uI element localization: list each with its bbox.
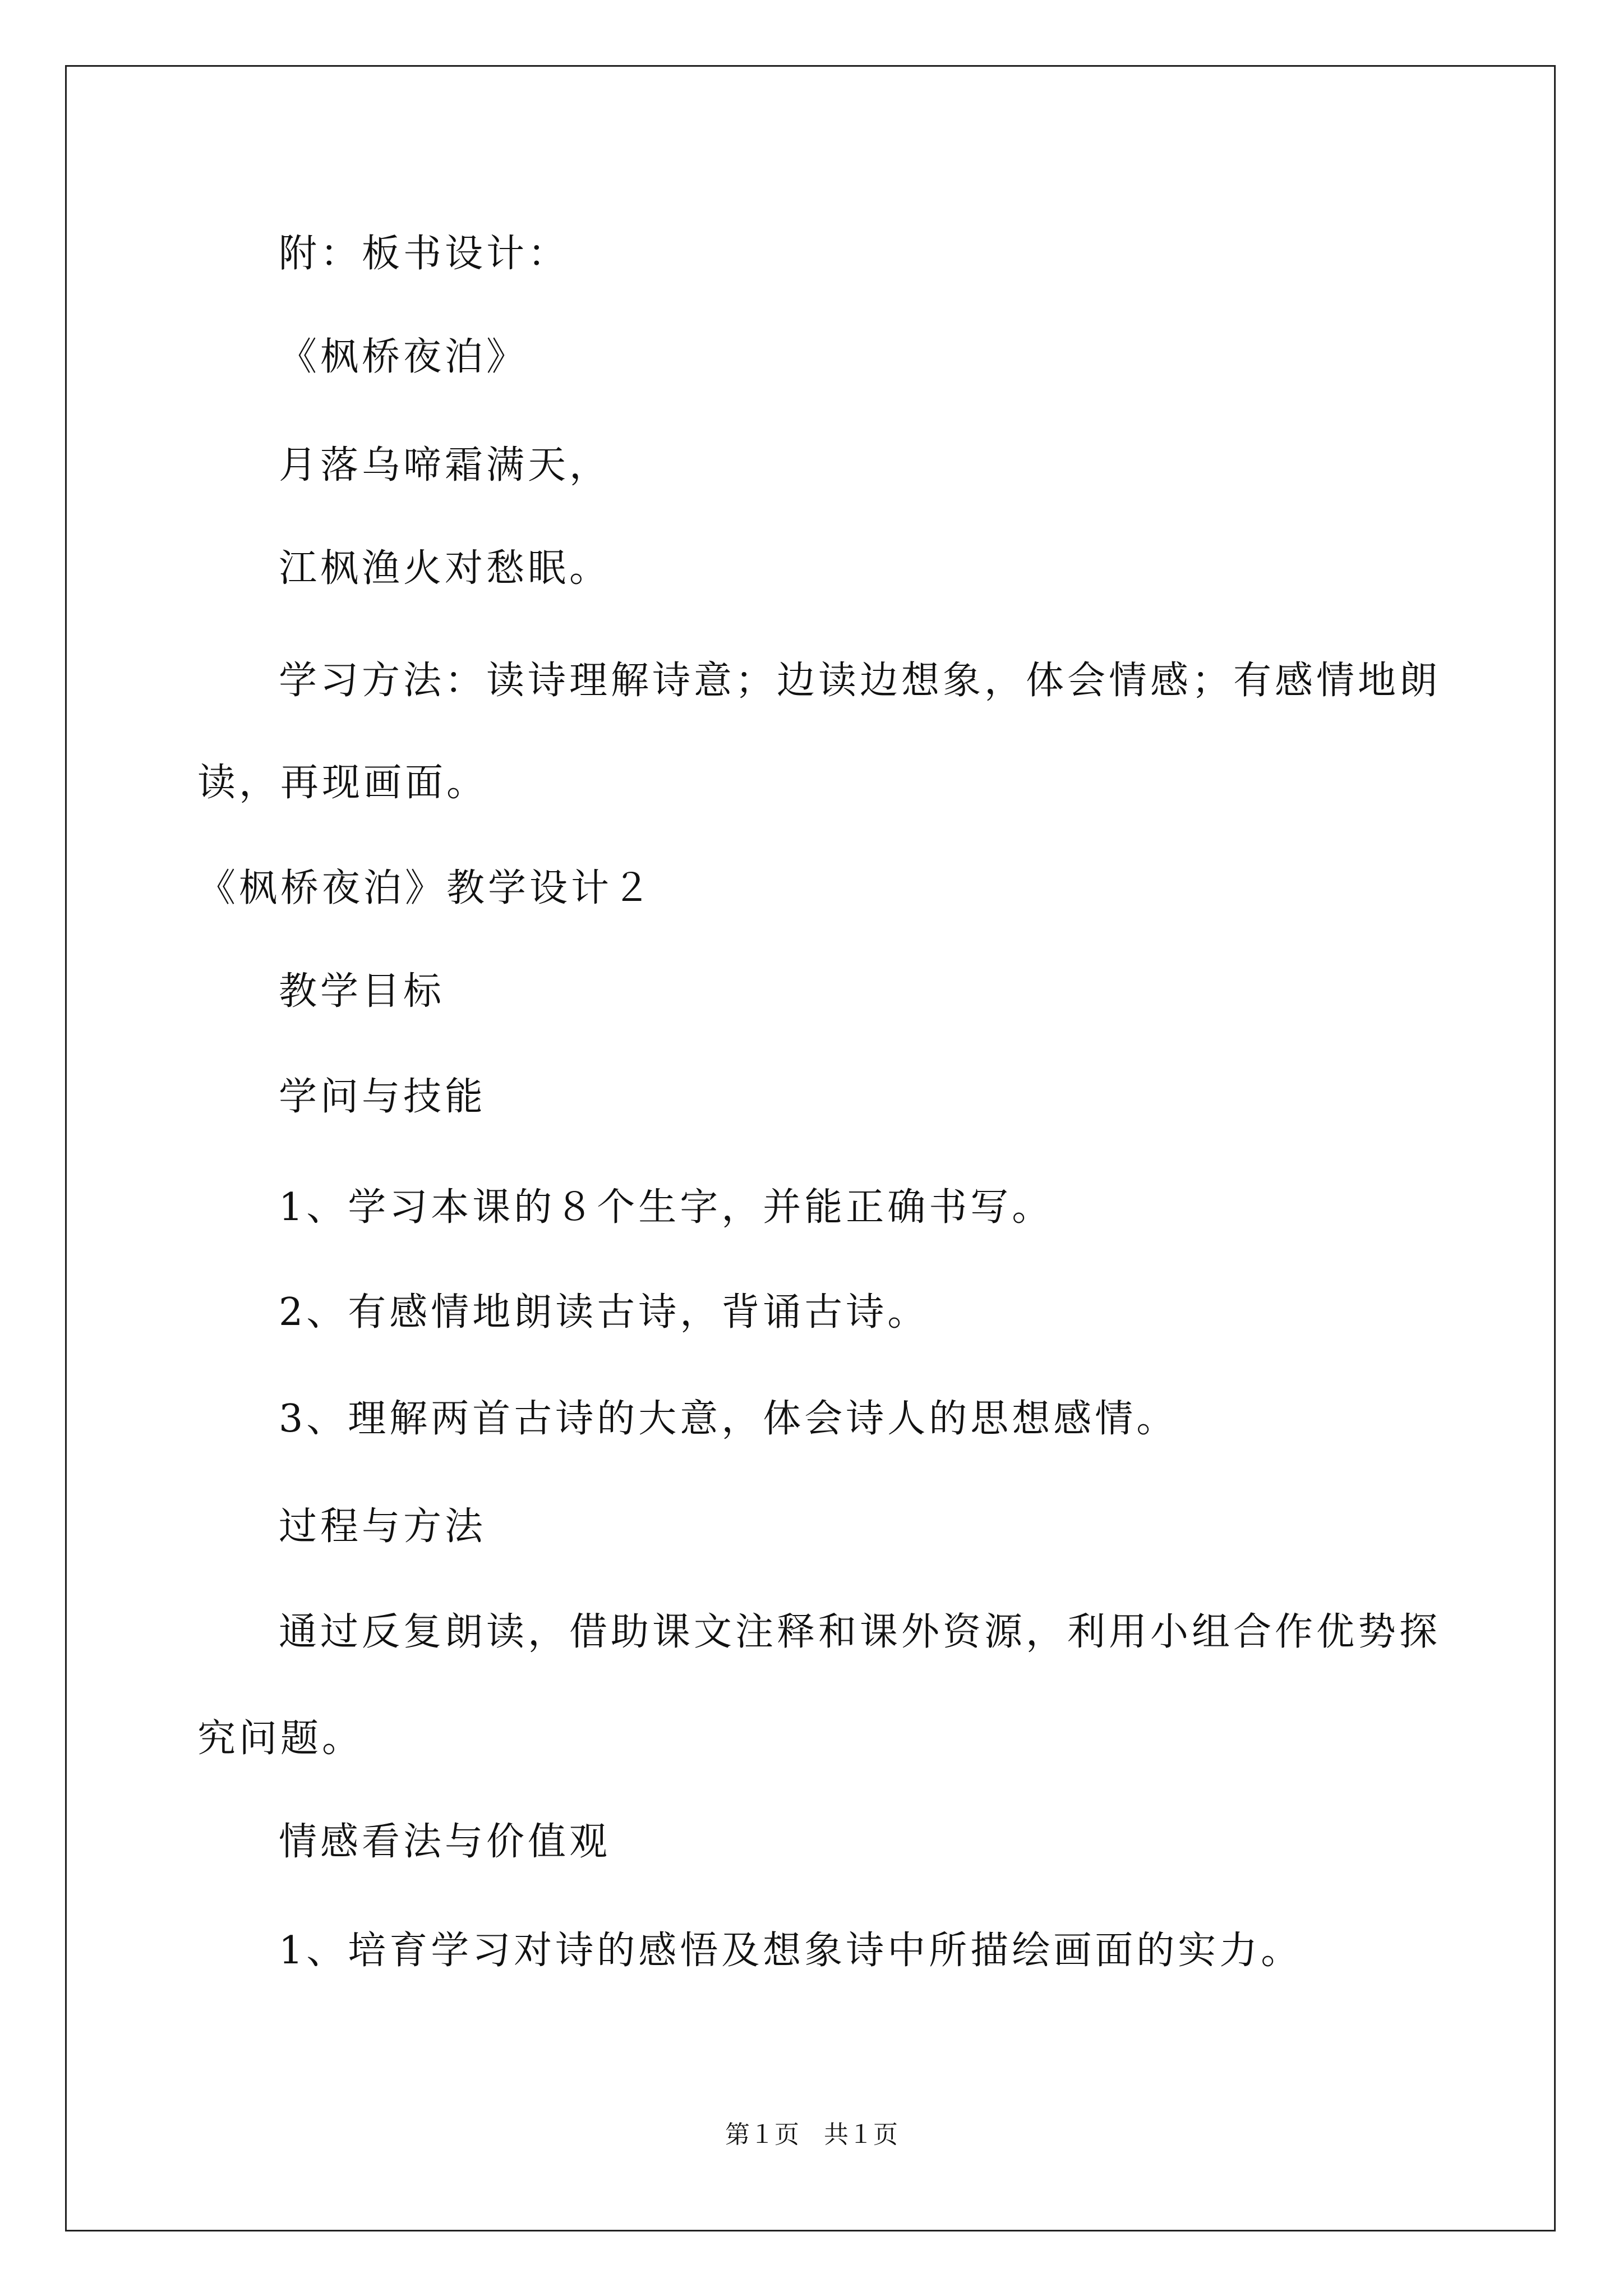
learning-method-continued: 读，再现画面。 (197, 761, 488, 805)
page-number-footer: 第１页 共１页 (725, 2121, 898, 2148)
process-method-heading: 过程与方法 (279, 1504, 487, 1549)
process-method-continued: 究问题。 (197, 1717, 364, 1761)
poem-line-2: 江枫渔火对愁眠。 (279, 546, 611, 591)
poem-title: 《枫桥夜泊》 (279, 335, 528, 379)
goal-item-1: 1、学习本课的８个生字，并能正确书写。 (279, 1185, 1054, 1230)
learning-method-text: 学习方法：读诗理解诗意；边读边想象，体会情感；有感情地朗 (279, 659, 1441, 703)
process-method-text: 通过反复朗读，借助课文注释和课外资源，利用小组合作优势探 (279, 1610, 1441, 1654)
section-heading: 《枫桥夜泊》教学设计２ (197, 866, 654, 910)
goal-item-3: 3、理解两首古诗的大意，体会诗人的思想感情。 (279, 1397, 1178, 1441)
knowledge-skills-heading: 学问与技能 (279, 1075, 487, 1119)
goal-item-2: 2、有感情地朗读古诗，背诵古诗。 (279, 1290, 929, 1335)
attitude-item-1: 1、培育学习对诗的感悟及想象诗中所描绘画面的实力。 (279, 1929, 1303, 1973)
attitude-values-heading: 情感看法与价值观 (279, 1820, 611, 1864)
board-design-label: 附：板书设计： (279, 232, 570, 276)
teaching-goals-heading: 教学目标 (279, 969, 445, 1014)
poem-line-1: 月落乌啼霜满天， (279, 443, 611, 487)
